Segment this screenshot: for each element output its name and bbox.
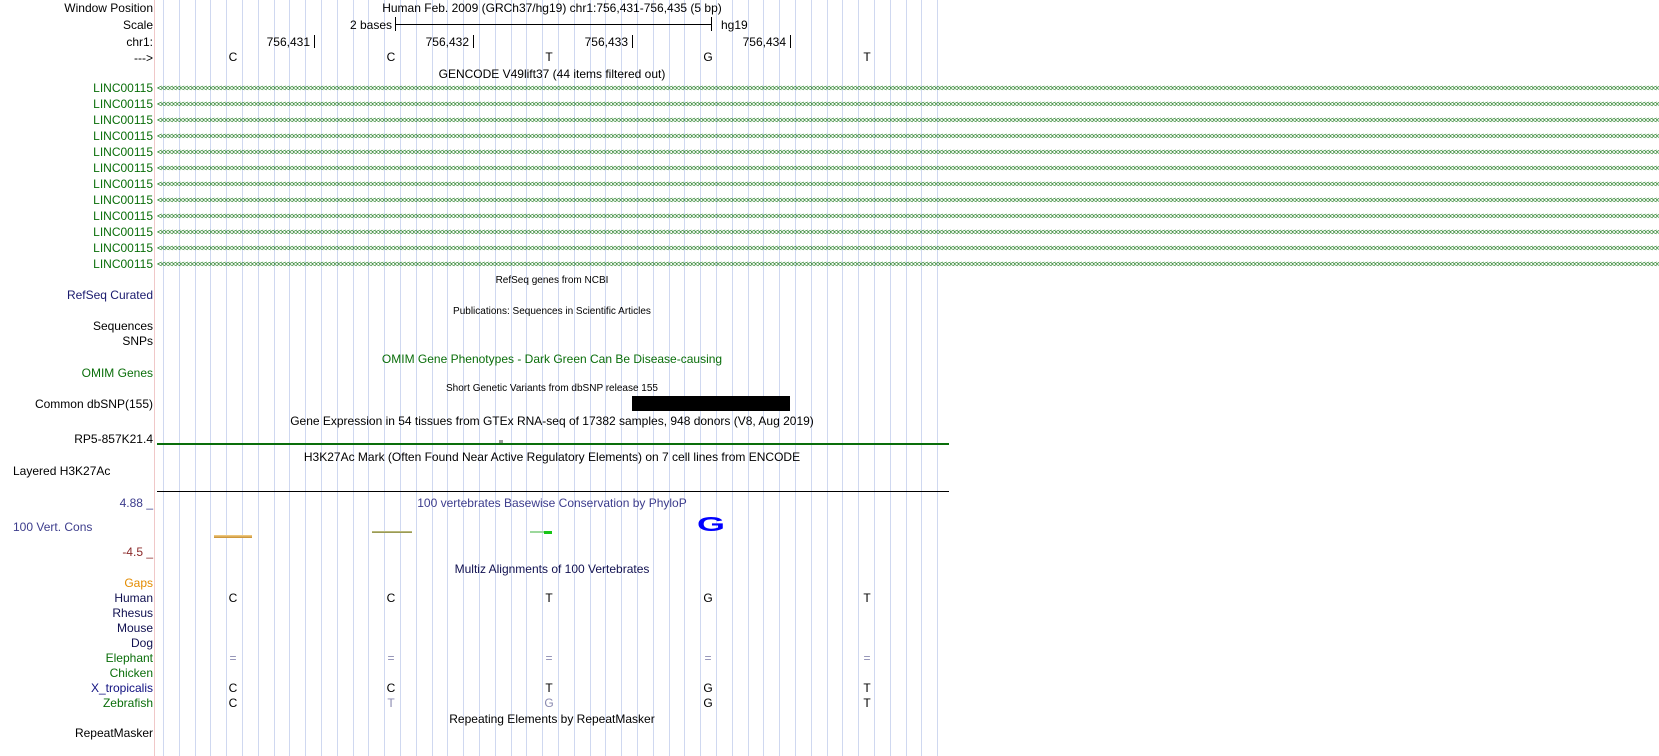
track-area[interactable] (155, 0, 1659, 756)
gridline (274, 0, 275, 756)
gridline (906, 0, 907, 756)
pubs-snps-label[interactable]: SNPs (122, 334, 153, 348)
gencode-gene-label[interactable]: LINC00115 (93, 225, 153, 239)
reference-base: C (386, 50, 396, 64)
phylop-score-bar-1 (214, 535, 252, 538)
gencode-track-title: GENCODE V49lift37 (44 items filtered out) (438, 67, 666, 81)
gridline (179, 0, 180, 756)
gridline (779, 0, 780, 756)
gridline (684, 0, 685, 756)
gridline (700, 0, 701, 756)
gridline (621, 0, 622, 756)
multiz-species-label[interactable]: Dog (130, 636, 153, 650)
multiz-aligned-base: T (545, 591, 553, 605)
gridline (337, 0, 338, 756)
gridline (511, 0, 512, 756)
gencode-gene-label[interactable]: LINC00115 (93, 161, 153, 175)
reference-base: G (703, 50, 713, 64)
phylop-track-title: 100 vertebrates Basewise Conservation by PhyloP (417, 496, 687, 510)
gridline (574, 0, 575, 756)
dbsnp-variant-block[interactable] (632, 396, 790, 411)
ruler-tick (314, 35, 315, 48)
multiz-aligned-base: G (544, 696, 554, 710)
scale-bar (395, 24, 712, 25)
gencode-gene-label[interactable]: LINC00115 (93, 81, 153, 95)
gridline (542, 0, 543, 756)
multiz-aligned-base: T (863, 696, 871, 710)
phylop-conserved-base: G (696, 514, 726, 536)
gridline (637, 0, 638, 756)
gridline (321, 0, 322, 756)
gtex-expression-mark (499, 440, 503, 443)
h3k27ac-baseline (157, 491, 949, 492)
pubs-sequences-label[interactable]: Sequences (92, 319, 153, 333)
gencode-transcript-line[interactable]: <<<<<<<<<<<<<<<<<<<<<<<<<<<<<<<<<<<<<<<<<<<<<<<<<<<<<<<<<<<<<<<<<<<<<<<<<<<<<<<<<<<<<<<<<<<<<<<<<<<<<<<<<<<<<<<<<<<<<<<<<<<<<<<<<<<<<<<<<<<<<<<<<<<<<<<<<<<<<<<<<<<<<<<<<<<<<<<<<<<<<<<<<<<<<<<<<<<<<<<<<<<<<<<<<<<<<<<<<<<<<<<<<<<<<<<<<<<<<<<<<<<<<<<<<<<<<<<<<<<<<<<<<<<<<<<<<<<<<<<<<<<<<<<<<<<<<<<<<<<<<<<<<<<<<<<<<<<<<<<<<<<<<<<<<<<<<<<<<<<<<<<<<<<<<<<<<<<<<<<<<<<<<<<<<<<<<<<<<<<<<<<<<<<<<<<<<<<<<<<< (157, 147, 1659, 157)
ruler-tick (790, 35, 791, 48)
label-separator (154, 0, 155, 756)
h3k27ac-track-title: H3K27Ac Mark (Often Found Near Active Regulatory Elements) on 7 cell lines from ENCODE (303, 450, 801, 464)
gridline (163, 0, 164, 756)
multiz-species-label[interactable]: Mouse (116, 621, 153, 635)
gtex-track-label[interactable]: RP5-857K21.4 (74, 432, 153, 446)
gencode-transcript-line[interactable]: <<<<<<<<<<<<<<<<<<<<<<<<<<<<<<<<<<<<<<<<<<<<<<<<<<<<<<<<<<<<<<<<<<<<<<<<<<<<<<<<<<<<<<<<<<<<<<<<<<<<<<<<<<<<<<<<<<<<<<<<<<<<<<<<<<<<<<<<<<<<<<<<<<<<<<<<<<<<<<<<<<<<<<<<<<<<<<<<<<<<<<<<<<<<<<<<<<<<<<<<<<<<<<<<<<<<<<<<<<<<<<<<<<<<<<<<<<<<<<<<<<<<<<<<<<<<<<<<<<<<<<<<<<<<<<<<<<<<<<<<<<<<<<<<<<<<<<<<<<<<<<<<<<<<<<<<<<<<<<<<<<<<<<<<<<<<<<<<<<<<<<<<<<<<<<<<<<<<<<<<<<<<<<<<<<<<<<<<<<<<<<<<<<<<<<<<<<<<<<<< (157, 211, 1659, 221)
phylop-score-bar-2 (372, 531, 412, 533)
gridline (305, 0, 306, 756)
multiz-track-title: Multiz Alignments of 100 Vertebrates (454, 562, 650, 576)
multiz-gaps-label[interactable]: Gaps (124, 576, 153, 590)
gencode-gene-label[interactable]: LINC00115 (93, 193, 153, 207)
multiz-aligned-base: = (545, 651, 553, 665)
gridline (463, 0, 464, 756)
gencode-transcript-line[interactable]: <<<<<<<<<<<<<<<<<<<<<<<<<<<<<<<<<<<<<<<<<<<<<<<<<<<<<<<<<<<<<<<<<<<<<<<<<<<<<<<<<<<<<<<<<<<<<<<<<<<<<<<<<<<<<<<<<<<<<<<<<<<<<<<<<<<<<<<<<<<<<<<<<<<<<<<<<<<<<<<<<<<<<<<<<<<<<<<<<<<<<<<<<<<<<<<<<<<<<<<<<<<<<<<<<<<<<<<<<<<<<<<<<<<<<<<<<<<<<<<<<<<<<<<<<<<<<<<<<<<<<<<<<<<<<<<<<<<<<<<<<<<<<<<<<<<<<<<<<<<<<<<<<<<<<<<<<<<<<<<<<<<<<<<<<<<<<<<<<<<<<<<<<<<<<<<<<<<<<<<<<<<<<<<<<<<<<<<<<<<<<<<<<<<<<<<<<<<<<<<< (157, 163, 1659, 173)
gencode-gene-label[interactable]: LINC00115 (93, 241, 153, 255)
multiz-species-label[interactable]: Chicken (109, 666, 153, 680)
gridline (937, 0, 938, 756)
gtex-track-title: Gene Expression in 54 tissues from GTEx RNA-seq of 17382 samples, 948 donors (V8, Aug 2019) (290, 414, 814, 428)
gencode-transcript-line[interactable]: <<<<<<<<<<<<<<<<<<<<<<<<<<<<<<<<<<<<<<<<<<<<<<<<<<<<<<<<<<<<<<<<<<<<<<<<<<<<<<<<<<<<<<<<<<<<<<<<<<<<<<<<<<<<<<<<<<<<<<<<<<<<<<<<<<<<<<<<<<<<<<<<<<<<<<<<<<<<<<<<<<<<<<<<<<<<<<<<<<<<<<<<<<<<<<<<<<<<<<<<<<<<<<<<<<<<<<<<<<<<<<<<<<<<<<<<<<<<<<<<<<<<<<<<<<<<<<<<<<<<<<<<<<<<<<<<<<<<<<<<<<<<<<<<<<<<<<<<<<<<<<<<<<<<<<<<<<<<<<<<<<<<<<<<<<<<<<<<<<<<<<<<<<<<<<<<<<<<<<<<<<<<<<<<<<<<<<<<<<<<<<<<<<<<<<<<<<<<<<<< (157, 259, 1659, 269)
scale-bases-text: 2 bases (349, 18, 392, 32)
assembly-position-text: Human Feb. 2009 (GRCh37/hg19) chr1:756,431-756,435 (5 bp) (382, 1, 722, 15)
gridline (716, 0, 717, 756)
multiz-aligned-base: C (228, 696, 238, 710)
gencode-gene-label[interactable]: LINC00115 (93, 129, 153, 143)
gridline (827, 0, 828, 756)
omim-track-title: OMIM Gene Phenotypes - Dark Green Can Be Disease-causing (381, 352, 723, 366)
gridline (921, 0, 922, 756)
phylop-track-label[interactable]: 100 Vert. Cons (13, 520, 93, 534)
gridline (795, 0, 796, 756)
gridline (669, 0, 670, 756)
multiz-aligned-base: T (863, 681, 871, 695)
gridline (479, 0, 480, 756)
phylop-min-label: -4.5 _ (122, 545, 153, 559)
repeatmasker-track-label[interactable]: RepeatMasker (74, 726, 153, 740)
reference-base: C (228, 50, 238, 64)
h3k27ac-track-label[interactable]: Layered H3K27Ac (13, 464, 111, 478)
gridline (811, 0, 812, 756)
gridline (842, 0, 843, 756)
dbsnp-track-label[interactable]: Common dbSNP(155) (34, 397, 153, 411)
multiz-aligned-base: = (704, 651, 712, 665)
multiz-aligned-base: = (863, 651, 871, 665)
scale-bar-right (711, 17, 712, 31)
gencode-gene-label[interactable]: LINC00115 (93, 145, 153, 159)
multiz-aligned-base: G (703, 591, 713, 605)
ruler-position-label: 756,434 (742, 35, 786, 49)
gridline (447, 0, 448, 756)
gridline (748, 0, 749, 756)
gridline (258, 0, 259, 756)
multiz-aligned-base: T (387, 696, 395, 710)
omim-track-label[interactable]: OMIM Genes (81, 366, 153, 380)
dbsnp-track-title: Short Genetic Variants from dbSNP release 155 (446, 383, 658, 394)
gridline (226, 0, 227, 756)
multiz-species-label[interactable]: Zebrafish (102, 696, 153, 710)
ruler-tick (473, 35, 474, 48)
chrom-label: chr1: (126, 35, 153, 49)
phylop-max-label: 4.88 _ (119, 496, 153, 510)
gencode-transcript-line[interactable]: <<<<<<<<<<<<<<<<<<<<<<<<<<<<<<<<<<<<<<<<<<<<<<<<<<<<<<<<<<<<<<<<<<<<<<<<<<<<<<<<<<<<<<<<<<<<<<<<<<<<<<<<<<<<<<<<<<<<<<<<<<<<<<<<<<<<<<<<<<<<<<<<<<<<<<<<<<<<<<<<<<<<<<<<<<<<<<<<<<<<<<<<<<<<<<<<<<<<<<<<<<<<<<<<<<<<<<<<<<<<<<<<<<<<<<<<<<<<<<<<<<<<<<<<<<<<<<<<<<<<<<<<<<<<<<<<<<<<<<<<<<<<<<<<<<<<<<<<<<<<<<<<<<<<<<<<<<<<<<<<<<<<<<<<<<<<<<<<<<<<<<<<<<<<<<<<<<<<<<<<<<<<<<<<<<<<<<<<<<<<<<<<<<<<<<<<<<<<<<<< (157, 243, 1659, 253)
gencode-gene-label[interactable]: LINC00115 (93, 113, 153, 127)
gridline (195, 0, 196, 756)
multiz-aligned-base: C (386, 681, 396, 695)
ruler-position-label: 756,431 (266, 35, 310, 49)
gencode-transcript-line[interactable]: <<<<<<<<<<<<<<<<<<<<<<<<<<<<<<<<<<<<<<<<<<<<<<<<<<<<<<<<<<<<<<<<<<<<<<<<<<<<<<<<<<<<<<<<<<<<<<<<<<<<<<<<<<<<<<<<<<<<<<<<<<<<<<<<<<<<<<<<<<<<<<<<<<<<<<<<<<<<<<<<<<<<<<<<<<<<<<<<<<<<<<<<<<<<<<<<<<<<<<<<<<<<<<<<<<<<<<<<<<<<<<<<<<<<<<<<<<<<<<<<<<<<<<<<<<<<<<<<<<<<<<<<<<<<<<<<<<<<<<<<<<<<<<<<<<<<<<<<<<<<<<<<<<<<<<<<<<<<<<<<<<<<<<<<<<<<<<<<<<<<<<<<<<<<<<<<<<<<<<<<<<<<<<<<<<<<<<<<<<<<<<<<<<<<<<<<<<<<<<<< (157, 131, 1659, 141)
gridline (605, 0, 606, 756)
gencode-transcript-line[interactable]: <<<<<<<<<<<<<<<<<<<<<<<<<<<<<<<<<<<<<<<<<<<<<<<<<<<<<<<<<<<<<<<<<<<<<<<<<<<<<<<<<<<<<<<<<<<<<<<<<<<<<<<<<<<<<<<<<<<<<<<<<<<<<<<<<<<<<<<<<<<<<<<<<<<<<<<<<<<<<<<<<<<<<<<<<<<<<<<<<<<<<<<<<<<<<<<<<<<<<<<<<<<<<<<<<<<<<<<<<<<<<<<<<<<<<<<<<<<<<<<<<<<<<<<<<<<<<<<<<<<<<<<<<<<<<<<<<<<<<<<<<<<<<<<<<<<<<<<<<<<<<<<<<<<<<<<<<<<<<<<<<<<<<<<<<<<<<<<<<<<<<<<<<<<<<<<<<<<<<<<<<<<<<<<<<<<<<<<<<<<<<<<<<<<<<<<<<<<<<<<< (157, 179, 1659, 189)
ruler-position-label: 756,433 (584, 35, 628, 49)
multiz-aligned-base: C (228, 591, 238, 605)
gencode-gene-label[interactable]: LINC00115 (93, 97, 153, 111)
gencode-gene-label[interactable]: LINC00115 (93, 257, 153, 271)
gridline (890, 0, 891, 756)
gridline (495, 0, 496, 756)
strand-label: ---> (134, 51, 153, 65)
gencode-gene-label[interactable]: LINC00115 (93, 177, 153, 191)
multiz-aligned-base: C (386, 591, 396, 605)
multiz-species-label[interactable]: Elephant (105, 651, 153, 665)
gridline (732, 0, 733, 756)
reference-base: T (545, 50, 553, 64)
gencode-transcript-line[interactable]: <<<<<<<<<<<<<<<<<<<<<<<<<<<<<<<<<<<<<<<<<<<<<<<<<<<<<<<<<<<<<<<<<<<<<<<<<<<<<<<<<<<<<<<<<<<<<<<<<<<<<<<<<<<<<<<<<<<<<<<<<<<<<<<<<<<<<<<<<<<<<<<<<<<<<<<<<<<<<<<<<<<<<<<<<<<<<<<<<<<<<<<<<<<<<<<<<<<<<<<<<<<<<<<<<<<<<<<<<<<<<<<<<<<<<<<<<<<<<<<<<<<<<<<<<<<<<<<<<<<<<<<<<<<<<<<<<<<<<<<<<<<<<<<<<<<<<<<<<<<<<<<<<<<<<<<<<<<<<<<<<<<<<<<<<<<<<<<<<<<<<<<<<<<<<<<<<<<<<<<<<<<<<<<<<<<<<<<<<<<<<<<<<<<<<<<<<<<<<<<< (157, 115, 1659, 125)
multiz-aligned-base: = (387, 651, 395, 665)
multiz-aligned-base: G (703, 696, 713, 710)
gridline (590, 0, 591, 756)
gridline (653, 0, 654, 756)
gridline (416, 0, 417, 756)
reference-base: T (863, 50, 871, 64)
gridline (526, 0, 527, 756)
multiz-aligned-base: G (703, 681, 713, 695)
gencode-transcript-line[interactable]: <<<<<<<<<<<<<<<<<<<<<<<<<<<<<<<<<<<<<<<<<<<<<<<<<<<<<<<<<<<<<<<<<<<<<<<<<<<<<<<<<<<<<<<<<<<<<<<<<<<<<<<<<<<<<<<<<<<<<<<<<<<<<<<<<<<<<<<<<<<<<<<<<<<<<<<<<<<<<<<<<<<<<<<<<<<<<<<<<<<<<<<<<<<<<<<<<<<<<<<<<<<<<<<<<<<<<<<<<<<<<<<<<<<<<<<<<<<<<<<<<<<<<<<<<<<<<<<<<<<<<<<<<<<<<<<<<<<<<<<<<<<<<<<<<<<<<<<<<<<<<<<<<<<<<<<<<<<<<<<<<<<<<<<<<<<<<<<<<<<<<<<<<<<<<<<<<<<<<<<<<<<<<<<<<<<<<<<<<<<<<<<<<<<<<<<<<<<<<<<< (157, 99, 1659, 109)
scale-db-text: hg19 (721, 18, 748, 32)
ruler-position-label: 756,432 (425, 35, 469, 49)
refseq-track-title: RefSeq genes from NCBI (495, 275, 609, 286)
repeatmasker-track-title: Repeating Elements by RepeatMasker (449, 712, 655, 726)
gencode-transcript-line[interactable]: <<<<<<<<<<<<<<<<<<<<<<<<<<<<<<<<<<<<<<<<<<<<<<<<<<<<<<<<<<<<<<<<<<<<<<<<<<<<<<<<<<<<<<<<<<<<<<<<<<<<<<<<<<<<<<<<<<<<<<<<<<<<<<<<<<<<<<<<<<<<<<<<<<<<<<<<<<<<<<<<<<<<<<<<<<<<<<<<<<<<<<<<<<<<<<<<<<<<<<<<<<<<<<<<<<<<<<<<<<<<<<<<<<<<<<<<<<<<<<<<<<<<<<<<<<<<<<<<<<<<<<<<<<<<<<<<<<<<<<<<<<<<<<<<<<<<<<<<<<<<<<<<<<<<<<<<<<<<<<<<<<<<<<<<<<<<<<<<<<<<<<<<<<<<<<<<<<<<<<<<<<<<<<<<<<<<<<<<<<<<<<<<<<<<<<<<<<<<<<<< (157, 227, 1659, 237)
gridline (558, 0, 559, 756)
gridline (353, 0, 354, 756)
gridline (432, 0, 433, 756)
multiz-species-label[interactable]: X_tropicalis (90, 681, 153, 695)
pubs-track-title: Publications: Sequences in Scientific Articles (453, 306, 651, 317)
gencode-gene-label[interactable]: LINC00115 (93, 209, 153, 223)
ruler-tick (632, 35, 633, 48)
multiz-aligned-base: T (863, 591, 871, 605)
gencode-transcript-line[interactable]: <<<<<<<<<<<<<<<<<<<<<<<<<<<<<<<<<<<<<<<<<<<<<<<<<<<<<<<<<<<<<<<<<<<<<<<<<<<<<<<<<<<<<<<<<<<<<<<<<<<<<<<<<<<<<<<<<<<<<<<<<<<<<<<<<<<<<<<<<<<<<<<<<<<<<<<<<<<<<<<<<<<<<<<<<<<<<<<<<<<<<<<<<<<<<<<<<<<<<<<<<<<<<<<<<<<<<<<<<<<<<<<<<<<<<<<<<<<<<<<<<<<<<<<<<<<<<<<<<<<<<<<<<<<<<<<<<<<<<<<<<<<<<<<<<<<<<<<<<<<<<<<<<<<<<<<<<<<<<<<<<<<<<<<<<<<<<<<<<<<<<<<<<<<<<<<<<<<<<<<<<<<<<<<<<<<<<<<<<<<<<<<<<<<<<<<<<<<<<<<< (157, 83, 1659, 93)
gridline (242, 0, 243, 756)
multiz-species-label[interactable]: Rhesus (112, 606, 153, 620)
gencode-transcript-line[interactable]: <<<<<<<<<<<<<<<<<<<<<<<<<<<<<<<<<<<<<<<<<<<<<<<<<<<<<<<<<<<<<<<<<<<<<<<<<<<<<<<<<<<<<<<<<<<<<<<<<<<<<<<<<<<<<<<<<<<<<<<<<<<<<<<<<<<<<<<<<<<<<<<<<<<<<<<<<<<<<<<<<<<<<<<<<<<<<<<<<<<<<<<<<<<<<<<<<<<<<<<<<<<<<<<<<<<<<<<<<<<<<<<<<<<<<<<<<<<<<<<<<<<<<<<<<<<<<<<<<<<<<<<<<<<<<<<<<<<<<<<<<<<<<<<<<<<<<<<<<<<<<<<<<<<<<<<<<<<<<<<<<<<<<<<<<<<<<<<<<<<<<<<<<<<<<<<<<<<<<<<<<<<<<<<<<<<<<<<<<<<<<<<<<<<<<<<<<<<<<<<< (157, 195, 1659, 205)
gridline (874, 0, 875, 756)
gridline (210, 0, 211, 756)
gridline (858, 0, 859, 756)
gtex-gene-bar[interactable] (157, 443, 949, 445)
scale-label: Scale (122, 18, 153, 32)
multiz-aligned-base: = (229, 651, 237, 665)
phylop-score-bar-3b (544, 531, 552, 534)
refseq-track-label[interactable]: RefSeq Curated (66, 288, 153, 302)
gridline (368, 0, 369, 756)
window-position-label: Window Position (64, 1, 153, 15)
gridline (400, 0, 401, 756)
multiz-aligned-base: C (228, 681, 238, 695)
gridline (384, 0, 385, 756)
gridline (289, 0, 290, 756)
multiz-species-label[interactable]: Human (114, 591, 153, 605)
gridline (763, 0, 764, 756)
multiz-aligned-base: T (545, 681, 553, 695)
